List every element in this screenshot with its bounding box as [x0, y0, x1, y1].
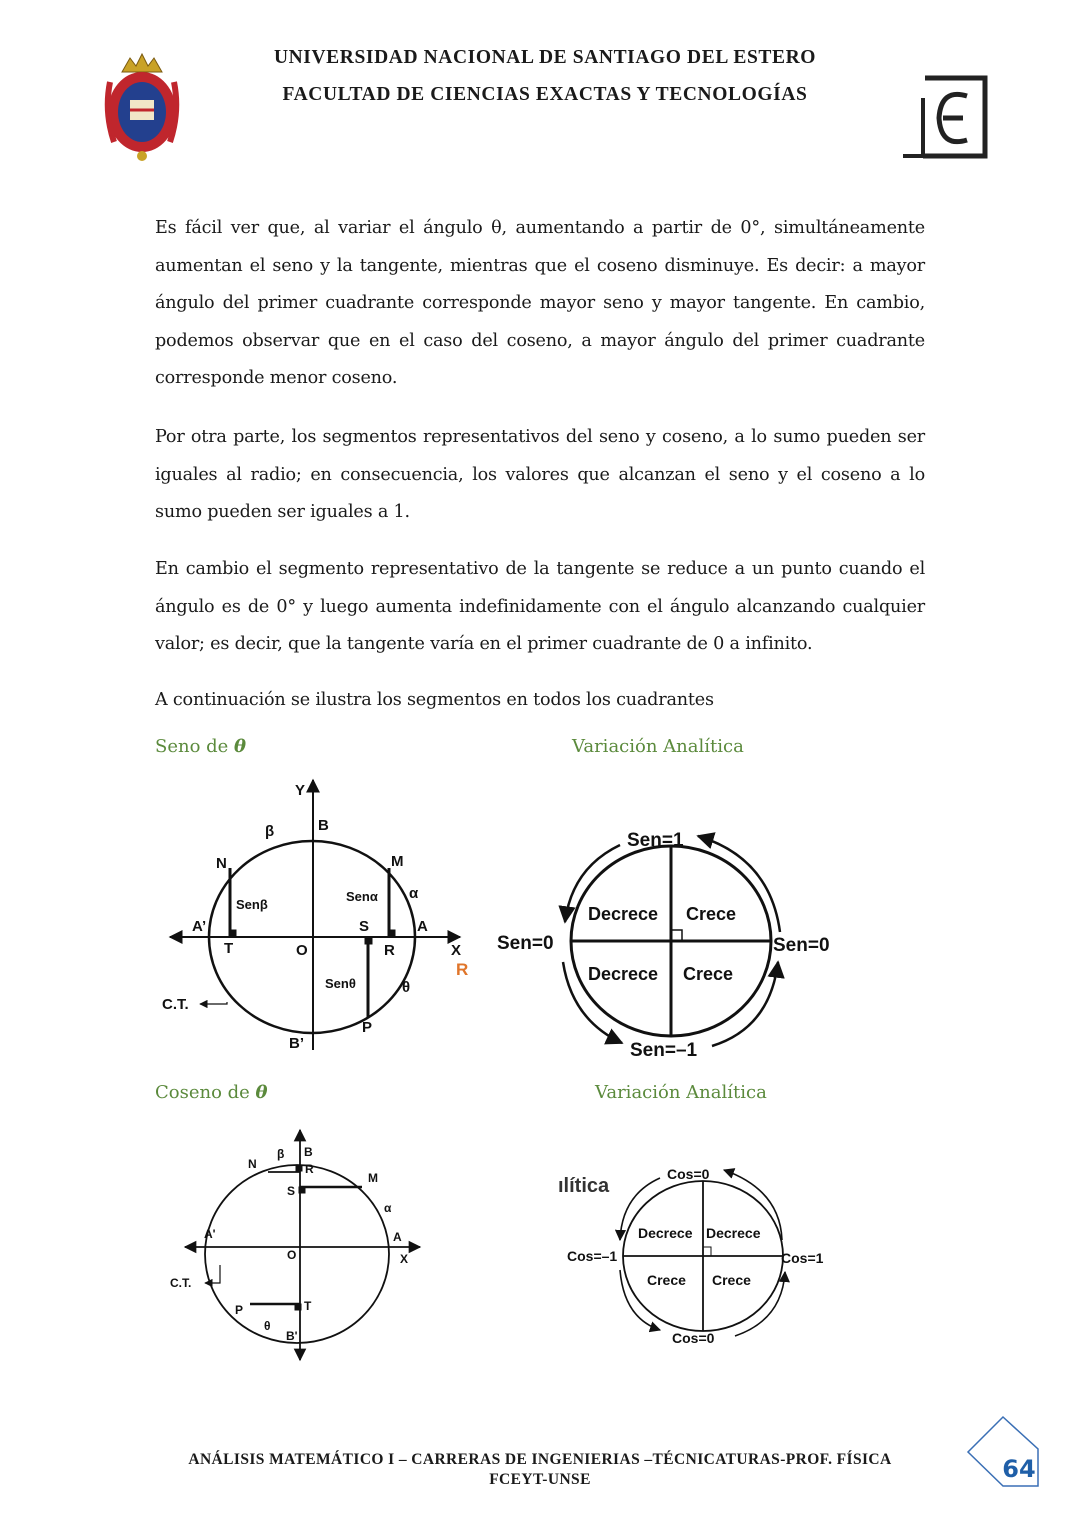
diagram-label: Senα [346, 889, 378, 904]
diagram-label: Senθ [325, 976, 356, 991]
cosine-variation-diagram [620, 1170, 785, 1336]
faculty-logo [895, 68, 993, 163]
diagram-label: B’ [289, 1035, 304, 1052]
diagram-label: Crece [683, 964, 734, 984]
diagram-label: S [287, 1184, 296, 1198]
diagram-label: Crece [647, 1272, 686, 1288]
diagram-label: C.T. [162, 996, 189, 1013]
diagram-label: θ [264, 1319, 271, 1333]
paragraph-2: Por otra parte, los segmentos representativos del seno y coseno, a lo sumo pueden ser iguales al radio; en consecuencia, los valores que alcanzan el seno y el coseno a lo sumo pueden ser iguales a 1. [155, 427, 925, 522]
diagram-label: O [287, 1248, 297, 1262]
diagram-label: M [368, 1171, 378, 1185]
cosine-diagram-labels [170, 1145, 408, 1343]
diagram-label: Sen=–1 [630, 1040, 698, 1061]
diagram-label: R [456, 960, 469, 979]
diagram-label: O [296, 942, 308, 959]
diagram-label: Decrece [638, 1225, 693, 1241]
diagram-label: β [277, 1147, 285, 1161]
diagram-label: Cos=0 [672, 1330, 715, 1346]
diagram-label: R [305, 1162, 314, 1176]
diagram-label: X [451, 942, 462, 959]
diagram-label: β [265, 823, 275, 840]
sine-variation-diagram [563, 836, 780, 1046]
diagram-label: N [216, 855, 227, 872]
page-number-badge [965, 1414, 1041, 1490]
diagram-label: A' [204, 1227, 216, 1241]
sine-unit-circle-diagram [170, 780, 460, 1050]
diagram-label: N [248, 1157, 257, 1171]
diagram-label: B [304, 1145, 313, 1159]
diagram-label: A [417, 918, 428, 935]
diagram-label: Sen=1 [627, 830, 684, 851]
diagram-label: A [393, 1230, 402, 1244]
diagram-label: Crece [712, 1272, 751, 1288]
diagram-label: Cos=1 [781, 1250, 824, 1266]
diagram-label: Decrece [588, 964, 659, 984]
paragraph-4: A continuación se ilustra los segmentos en todos los cuadrantes [155, 690, 714, 710]
diagram-label: C.T. [170, 1276, 192, 1290]
diagram-label: M [391, 853, 404, 870]
diagram-label: Sen=0 [773, 935, 830, 956]
diagram-label: α [384, 1201, 392, 1215]
diagram-label: X [400, 1252, 409, 1266]
diagram-label: Cos=–1 [567, 1248, 618, 1264]
paragraph-1: Es fácil ver que, al variar el ángulo θ, aumentando a partir de 0°, simultáneamente aumentan el seno y la tangente, mientras que el coseno disminuye. Es decir: a mayor ángulo del primer cuadrante corresponde mayor seno y mayor tangente. En cambio, podemos observar que en el caso del coseno, a mayor ángulo del primer cuadrante corresponde menor coseno. [155, 218, 925, 388]
sine-diagram-labels [162, 782, 468, 1052]
sine-variation-labels [497, 830, 830, 1061]
cosine-variation-labels [558, 1166, 824, 1346]
diagram-label: θ [402, 979, 411, 996]
diagram-label: Y [295, 782, 306, 799]
cosine-unit-circle-diagram [185, 1130, 420, 1360]
diagram-label: T [224, 940, 234, 957]
paragraph-3: En cambio el segmento representativo de la tangente se reduce a un punto cuando el ángulo es de 0° y luego aumenta indefinidamente con el ángulo alcanzando cualquier valor; es decir, que la tangente varía en el primer cuadrante de 0 a infinito. [155, 559, 925, 654]
diagram-label: Decrece [706, 1225, 761, 1241]
footer-course: ANÁLISIS MATEMÁTICO I – CARRERAS DE INGENIERIAS –TÉCNICATURAS-PROF. FÍSICA [188, 1451, 892, 1468]
diagram-label: S [359, 918, 370, 935]
diagram-label: Cos=0 [667, 1166, 710, 1182]
faculty-name: FACULTAD DE CIENCIAS EXACTAS Y TECNOLOGÍAS [282, 84, 808, 105]
footer-institution: FCEYT-UNSE [489, 1471, 591, 1488]
diagram-label: Senβ [236, 897, 268, 912]
diagram-label: B [318, 817, 329, 834]
diagram-label: P [235, 1303, 244, 1317]
subheading-cosine-variation: Variación Analítica [595, 1082, 767, 1103]
diagram-label: T [304, 1299, 312, 1313]
university-crest-logo [100, 52, 184, 167]
subheading-sine-variation: Variación Analítica [572, 736, 744, 757]
page-number: 64 [1002, 1455, 1036, 1483]
diagram-label: ılítica [558, 1175, 610, 1197]
diagram-label: A’ [192, 918, 207, 935]
diagram-label: Crece [686, 904, 737, 924]
diagram-label: Sen=0 [497, 933, 554, 954]
diagram-label: α [409, 885, 419, 902]
diagram-label: P [362, 1019, 373, 1036]
diagram-label: R [384, 942, 395, 959]
diagram-label: B' [286, 1329, 298, 1343]
subheading-cosine: Coseno de θ [155, 1082, 268, 1103]
subheading-sine: Seno de θ [155, 736, 247, 757]
diagram-label: Decrece [588, 904, 659, 924]
university-name: UNIVERSIDAD NACIONAL DE SANTIAGO DEL ESTERO [273, 47, 817, 68]
